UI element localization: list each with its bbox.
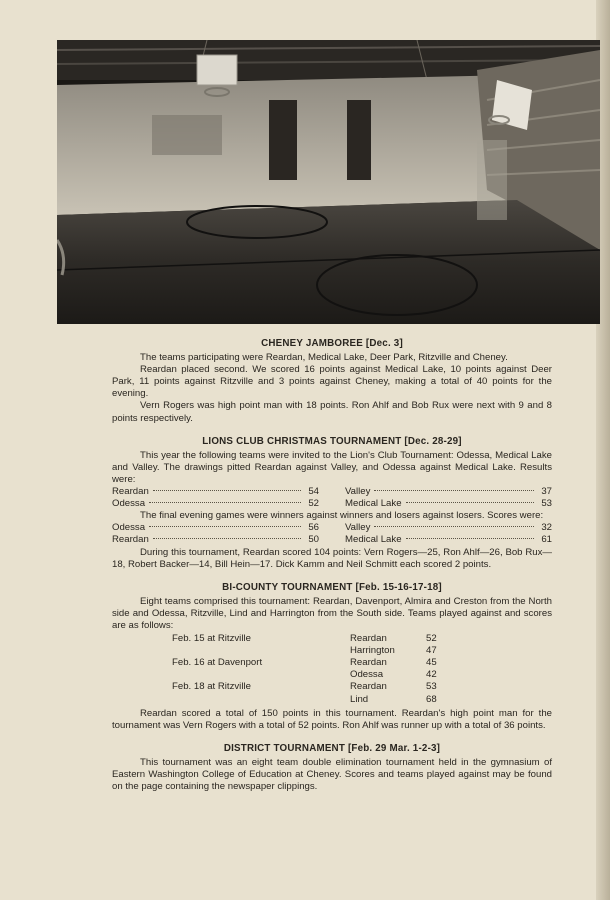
leader-dots <box>406 502 534 503</box>
team-score: 56 <box>308 522 319 534</box>
leader-dots <box>153 490 301 491</box>
game-date: Feb. 18 at Ritzville <box>172 681 251 693</box>
team-name: Reardan <box>350 633 387 645</box>
section-cheney-jamboree <box>112 338 552 425</box>
team-score: 50 <box>308 534 319 546</box>
score-row <box>112 486 319 498</box>
team-name: Lind <box>350 693 369 705</box>
score-row <box>345 498 552 510</box>
paragraph: The teams participating were Reardan, Medical Lake, Deer Park, Ritzville and Cheney. <box>140 352 508 364</box>
game-row <box>172 694 552 706</box>
game-row <box>172 645 552 657</box>
game-date: Feb. 16 at Davenport <box>172 657 263 669</box>
section-heading: LIONS CLUB CHRISTMAS TOURNAMENT [Dec. 28-29] <box>202 435 462 447</box>
leader-dots <box>149 526 301 527</box>
leader-dots <box>406 538 534 539</box>
team-score: 52 <box>308 498 319 510</box>
paragraph: Reardan placed second. We scored 16 points against Medical Lake, 10 points against Deer Park, 11 points against Ritzville and 3 points against Cheney, making a total of 40 points for the evening. <box>112 364 552 400</box>
paragraph: This tournament was an eight team double elimination tournament held in the gymnasium of Eastern Washington College of Education at Cheney. Scores and teams played against may be found on the page containing the newspaper clippings. <box>112 756 552 793</box>
section-district <box>112 743 552 793</box>
gymnasium-photo <box>57 40 600 324</box>
team-score: 32 <box>541 522 552 534</box>
section-heading: BI-COUNTY TOURNAMENT [Feb. 15-16-17-18] <box>222 581 442 593</box>
game-row <box>172 657 552 669</box>
paragraph: Vern Rogers was high point man with 18 points. Ron Ahlf and Bob Rux were next with 9 and 8 points respectively. <box>112 400 552 424</box>
team-score: 45 <box>426 657 437 669</box>
team-name: Odessa <box>112 522 146 534</box>
team-name: Reardan <box>112 534 149 546</box>
team-name: Medical Lake <box>345 534 402 546</box>
team-name: Odessa <box>350 669 384 681</box>
team-name: Valley <box>345 486 371 498</box>
team-name: Odessa <box>112 498 146 510</box>
section-heading: CHENEY JAMBOREE [Dec. 3] <box>261 338 403 349</box>
team-score: 47 <box>426 645 437 657</box>
paragraph: This year the following teams were invited to the Lion's Club Tournament: Odessa, Medical Lake and Valley. The drawings pitted Reardan against Valley, and Odessa against Medical Lake. Results were: <box>112 449 552 485</box>
paragraph: The final evening games were winners against winners and losers against losers. Scores were: <box>140 510 544 522</box>
team-name: Reardan <box>350 657 387 669</box>
team-score: 53 <box>541 498 552 510</box>
leader-dots <box>149 502 301 503</box>
games-table <box>172 633 552 706</box>
score-row <box>345 534 552 546</box>
team-score: 53 <box>426 681 437 693</box>
game-row <box>172 681 552 693</box>
score-row <box>345 522 552 534</box>
paragraph: Reardan scored a total of 150 points in this tournament. Reardan's high point man for the tournament was Vern Rogers with a total of 52 points. Ron Ahlf was runner up with a total of 36 points. <box>112 707 552 731</box>
game-row <box>172 669 552 681</box>
score-row <box>112 522 319 534</box>
score-row <box>112 498 319 510</box>
leader-dots <box>374 526 534 527</box>
team-score: 52 <box>426 633 437 645</box>
section-lions-club <box>112 436 552 571</box>
leader-dots <box>153 538 301 539</box>
team-score: 54 <box>308 486 319 498</box>
team-score: 61 <box>541 534 552 546</box>
paragraph: During this tournament, Reardan scored 104 points: Vern Rogers—25, Ron Ahlf—26, Bob Rux—18, Robert Backer—14, Bill Hein—17. Dick Kamm and Neil Schmitt each scored 2 points. <box>112 546 552 570</box>
leader-dots <box>374 490 534 491</box>
team-name: Reardan <box>112 486 149 498</box>
team-score: 42 <box>426 669 437 681</box>
team-name: Medical Lake <box>345 498 402 510</box>
article-text <box>112 338 552 804</box>
team-name: Valley <box>345 522 371 534</box>
paragraph: Eight teams comprised this tournament: Reardan, Davenport, Almira and Creston from the North side and Odessa, Ritzville, Lind and Harrington from the South side. Teams played against and scores are as follows: <box>112 595 552 631</box>
results-table <box>112 486 552 510</box>
section-bi-county <box>112 582 552 732</box>
game-date: Feb. 15 at Ritzville <box>172 633 251 645</box>
score-row <box>345 486 552 498</box>
team-name: Harrington <box>350 645 395 657</box>
game-row <box>172 633 552 645</box>
score-row <box>112 534 319 546</box>
team-score: 37 <box>541 486 552 498</box>
team-name: Reardan <box>350 681 387 693</box>
section-heading: DISTRICT TOURNAMENT [Feb. 29 Mar. 1-2-3] <box>223 742 441 754</box>
team-score: 68 <box>426 693 437 705</box>
results-table <box>112 522 552 546</box>
